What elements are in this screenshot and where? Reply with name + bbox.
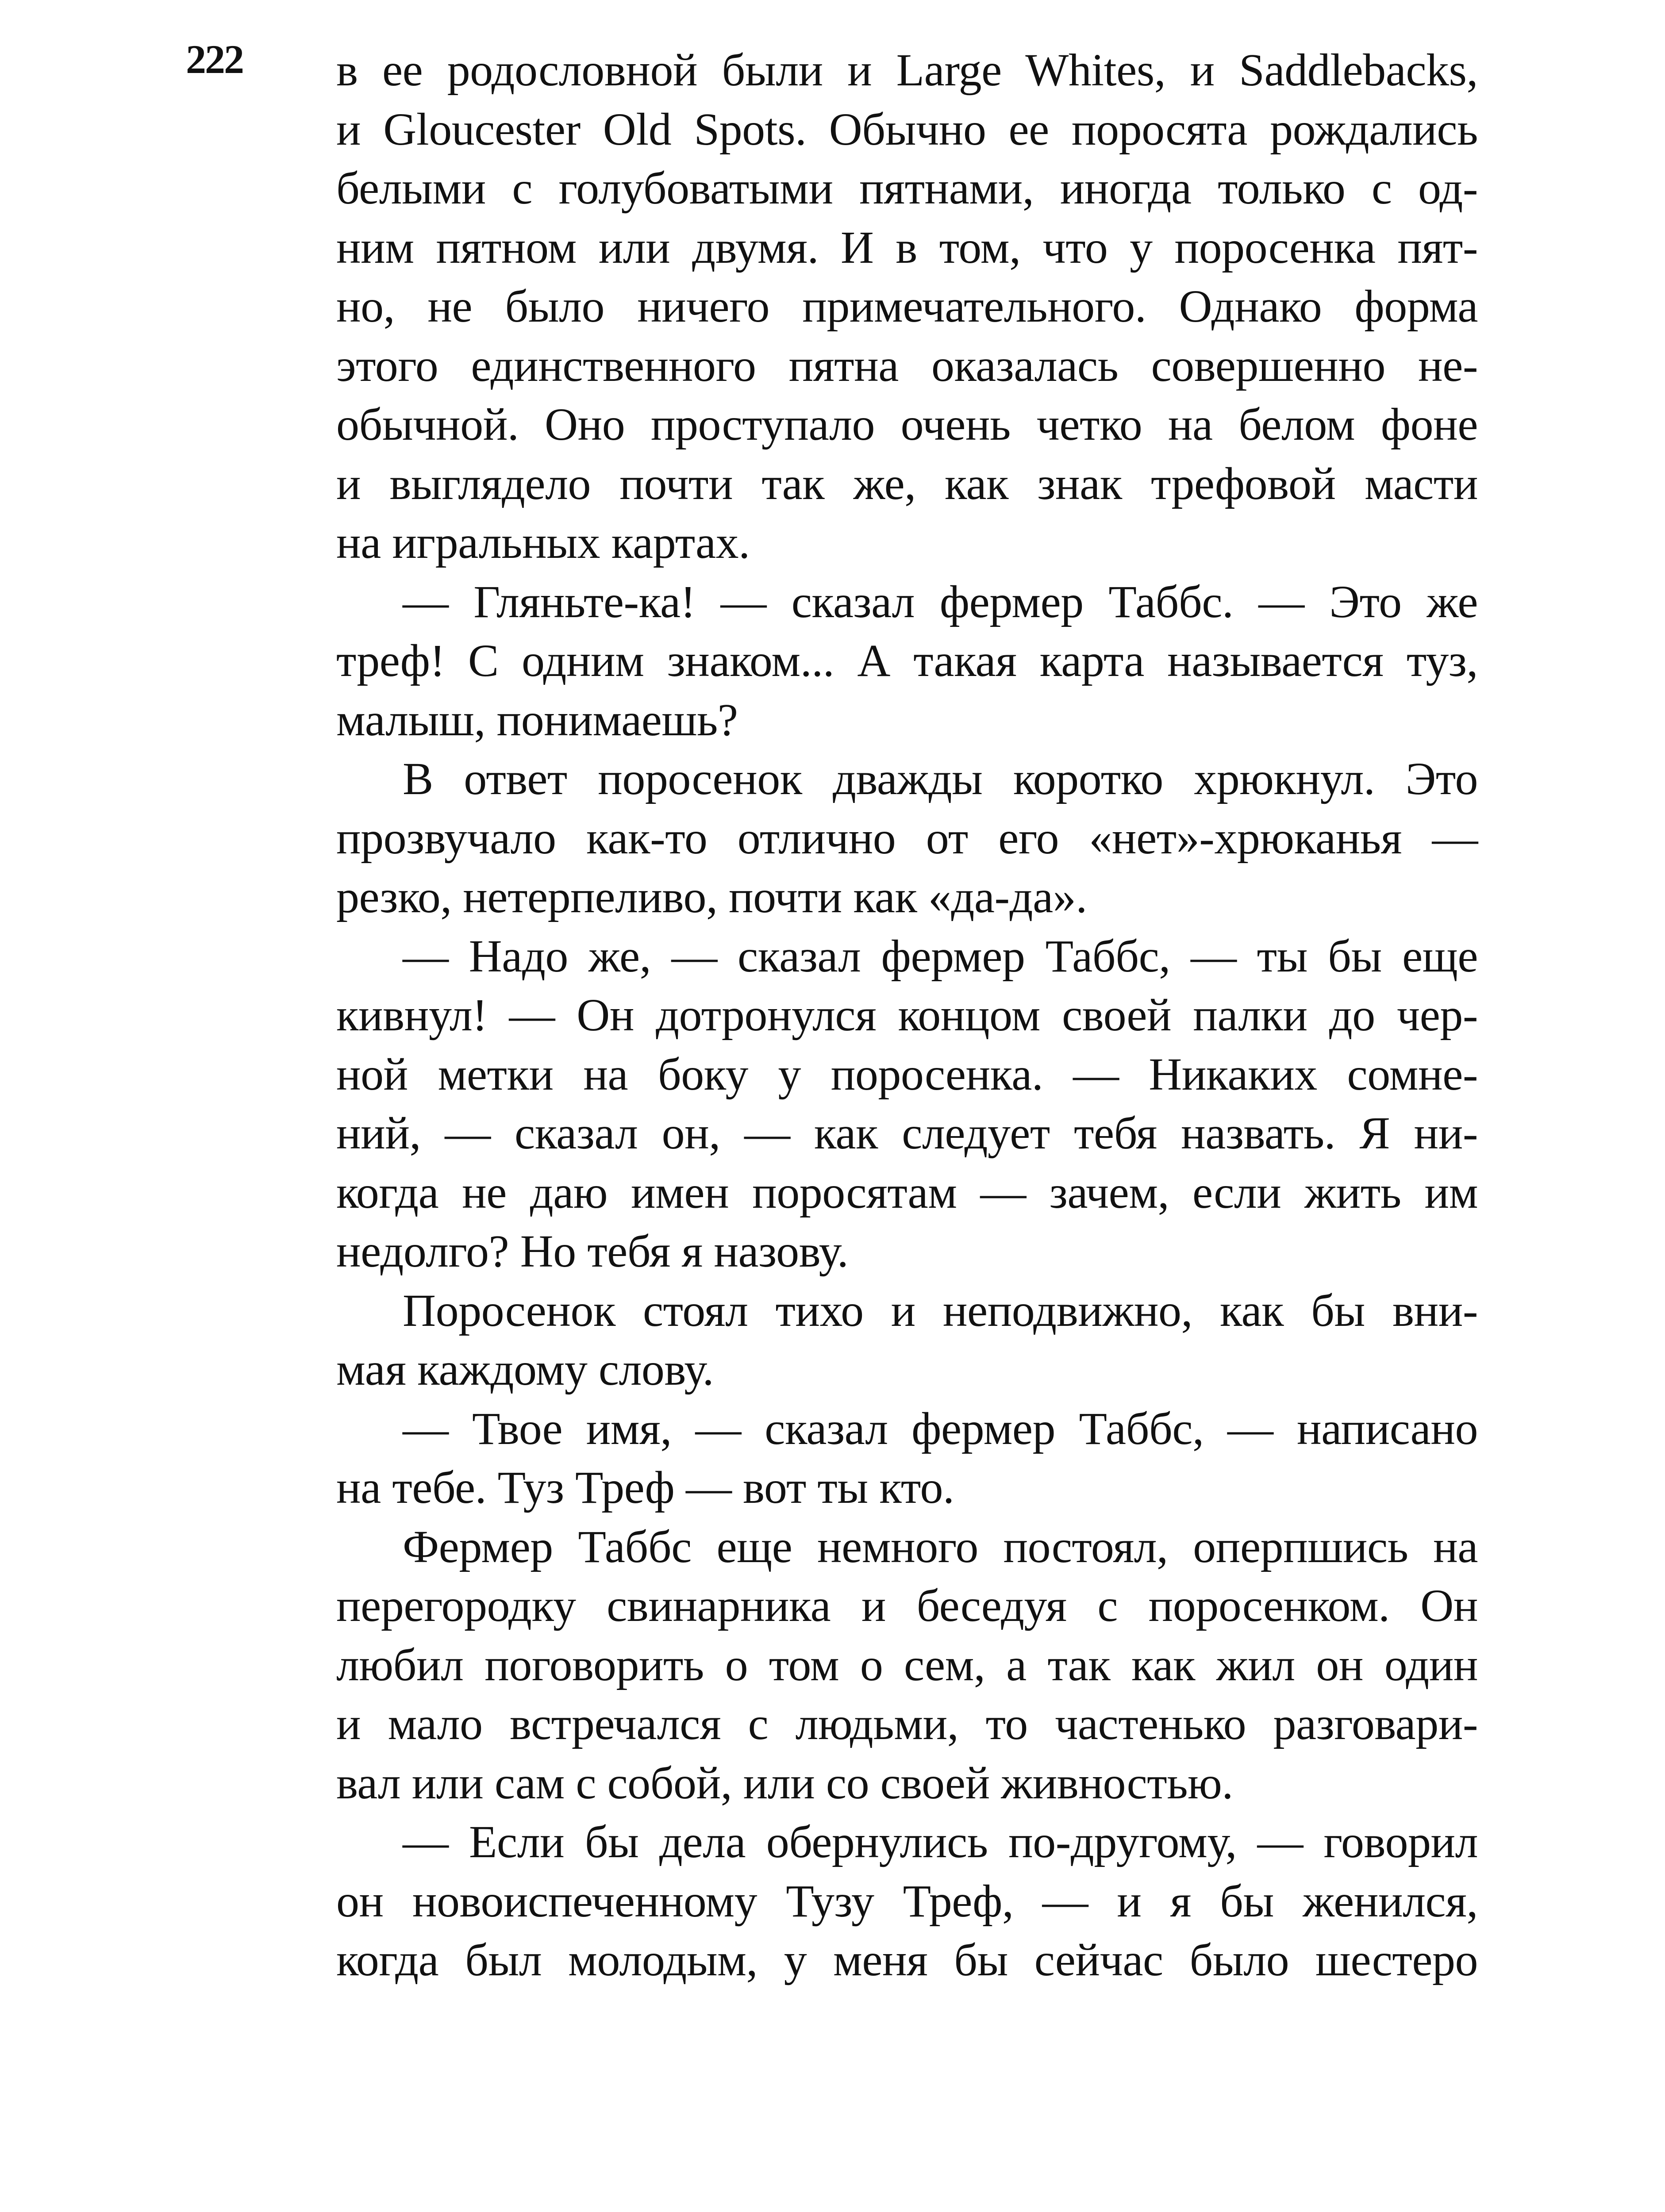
text-line: — Гляньте-ка! — сказал фермер Таббс. — Это же <box>403 576 1478 627</box>
text-line: недолго? Но тебя я назову. <box>336 1226 849 1277</box>
text-line: этого единственного пятна оказалась совершенно не- <box>336 340 1478 391</box>
text-line: — Надо же, — сказал фермер Таббс, — ты бы еще <box>403 930 1478 982</box>
text-line: когда не даю имен поросятам — зачем, если жить им <box>336 1167 1478 1218</box>
text-line: в ее родословной были и Large Whites, и Saddlebacks, <box>336 45 1478 96</box>
text-line: Фермер Таббс еще немного постоял, оперпшись на <box>403 1521 1478 1572</box>
text-line: обычной. Оно проступало очень четко на белом фоне <box>336 399 1478 450</box>
text-line: ним пятном или двумя. И в том, что у поросенка пят- <box>336 222 1478 273</box>
text-line: любил поговорить о том о сем, а так как жил он один <box>336 1639 1478 1690</box>
text-line: белыми с голубоватыми пятнами, иногда только с од- <box>336 163 1478 214</box>
text-line: перегородку свинарника и беседуя с поросенком. Он <box>336 1580 1478 1631</box>
text-line: на игральных картах. <box>336 517 750 568</box>
text-line: он новоиспеченному Тузу Треф, — и я бы женился, <box>336 1875 1478 1927</box>
text-line: ной метки на боку у поросенка. — Никаких сомне- <box>336 1048 1478 1100</box>
text-line: и Gloucester Old Spots. Обычно ее поросята рождались <box>336 104 1478 155</box>
text-line: — Твое имя, — сказал фермер Таббс, — написано <box>403 1403 1478 1454</box>
text-line: Поросенок стоял тихо и неподвижно, как бы вни- <box>403 1285 1478 1336</box>
text-line: В ответ поросенок дважды коротко хрюкнул. Это <box>403 753 1478 804</box>
text-line: ний, — сказал он, — как следует тебя назвать. Я ни- <box>336 1108 1478 1159</box>
text-line: мая каждому слову. <box>336 1344 714 1395</box>
text-line: кивнул! — Он дотронулся концом своей палки до чер- <box>336 990 1478 1041</box>
text-line: — Если бы дела обернулись по-другому, — говорил <box>403 1816 1478 1867</box>
page-number: 222 <box>186 37 243 82</box>
text-line: и выглядело почти так же, как знак трефовой масти <box>336 458 1478 509</box>
text-line: когда был молодым, у меня бы сейчас было шестеро <box>336 1935 1478 1985</box>
text-line: но, не было ничего примечательного. Однако форма <box>336 281 1478 332</box>
text-line: треф! С одним знаком... А такая карта называется туз, <box>336 635 1478 686</box>
text-line: вал или сам с собой, или со своей живностью. <box>336 1757 1233 1809</box>
text-line: прозвучало как-то отлично от его «нет»-хрюканья — <box>336 812 1478 864</box>
text-line: на тебе. Туз Треф — вот ты кто. <box>336 1462 954 1513</box>
text-line: и мало встречался с людьми, то частенько разговари- <box>336 1698 1478 1749</box>
text-line: малыш, понимаешь? <box>336 694 738 745</box>
text-line: резко, нетерпеливо, почти как «да-да». <box>336 872 1087 922</box>
body-text <box>336 41 1478 1990</box>
